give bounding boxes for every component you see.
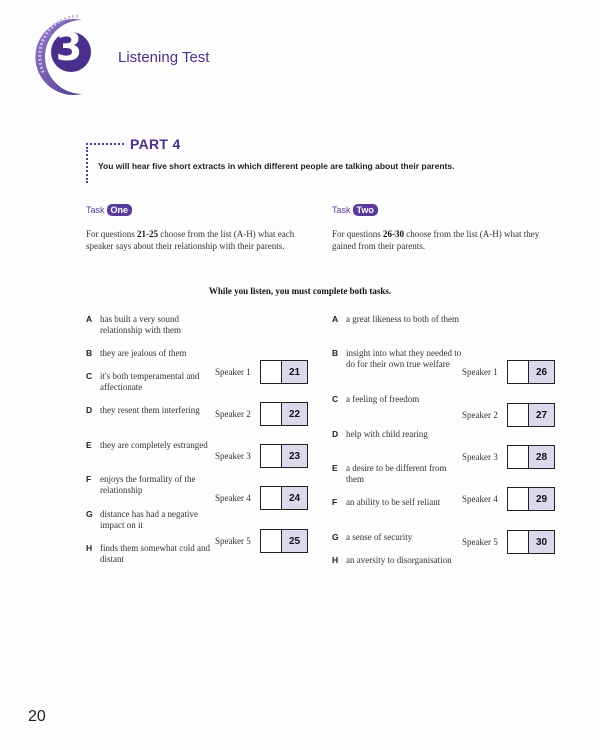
task-two-speaker-4 xyxy=(462,487,555,511)
option-letter: G xyxy=(86,509,93,519)
option-text: distance has had a negative impact on it xyxy=(100,509,198,530)
option-text: insight into what they needed to do for their own true welfare xyxy=(346,348,462,369)
speaker-label: Speaker 4 xyxy=(215,493,251,503)
option-text: a desire to be different from them xyxy=(346,463,447,484)
task-one-option-e xyxy=(86,440,216,451)
option-letter: D xyxy=(86,405,93,415)
task-two-option-f xyxy=(332,497,462,508)
option-text: finds them somewhat cold and distant xyxy=(100,543,210,564)
speaker-label: Speaker 5 xyxy=(215,536,251,546)
task-two-option-h xyxy=(332,555,462,566)
option-letter: C xyxy=(332,394,339,404)
task-two-option-b xyxy=(332,348,462,370)
part-title: PART 4 xyxy=(130,136,181,152)
task-two-option-d xyxy=(332,429,462,440)
task-one-option-f xyxy=(86,474,216,496)
option-letter: D xyxy=(332,429,339,439)
option-letter: H xyxy=(86,543,93,553)
question-number: 24 xyxy=(282,487,307,509)
speaker-label: Speaker 3 xyxy=(215,451,251,461)
option-letter: F xyxy=(332,497,338,507)
part-dotted-rule xyxy=(86,143,124,145)
answer-blank[interactable] xyxy=(261,361,282,383)
option-letter: E xyxy=(86,440,92,450)
both-tasks-note: While you listen, you must complete both tasks. xyxy=(208,286,392,296)
question-number: 28 xyxy=(529,446,554,468)
question-number: 22 xyxy=(282,403,307,425)
option-letter: A xyxy=(86,314,93,324)
option-text: enjoys the formality of the relationship xyxy=(100,474,196,495)
question-number: 27 xyxy=(529,404,554,426)
task-two-label-prefix: Task xyxy=(332,205,351,215)
option-letter: H xyxy=(332,555,339,565)
task-two-speaker-5 xyxy=(462,530,555,554)
answer-box[interactable] xyxy=(260,486,308,510)
option-text: has built a very sound relationship with them xyxy=(100,314,181,335)
question-number: 30 xyxy=(529,531,554,553)
task-one-label-pill: One xyxy=(107,204,133,216)
task-one-option-h xyxy=(86,543,216,565)
task-one-label xyxy=(86,204,132,216)
option-letter: F xyxy=(86,474,92,484)
option-text: a sense of security xyxy=(346,532,413,542)
question-number: 25 xyxy=(282,530,307,552)
task-two-speaker-1 xyxy=(462,360,555,384)
speaker-label: Speaker 5 xyxy=(462,537,498,547)
task-two-option-g xyxy=(332,532,462,543)
answer-box[interactable] xyxy=(507,360,555,384)
task-one-option-d xyxy=(86,405,216,416)
task-one-instr-pre: For questions xyxy=(86,229,138,239)
unit-number: 3 xyxy=(55,25,83,69)
option-text: they are jealous of them xyxy=(100,348,187,358)
question-number: 29 xyxy=(529,488,554,510)
option-letter: A xyxy=(332,314,339,324)
question-number: 26 xyxy=(529,361,554,383)
task-two-instructions xyxy=(332,228,554,252)
task-one-speaker-3 xyxy=(215,444,308,468)
answer-box[interactable] xyxy=(507,403,555,427)
answer-box[interactable] xyxy=(507,445,555,469)
answer-box[interactable] xyxy=(507,487,555,511)
speaker-label: Speaker 3 xyxy=(462,452,498,462)
task-two-instr-range: 26-30 xyxy=(383,229,405,239)
option-letter: G xyxy=(332,532,339,542)
answer-box[interactable] xyxy=(507,530,555,554)
answer-box[interactable] xyxy=(260,444,308,468)
question-number: 21 xyxy=(282,361,307,383)
option-text: they are completely estranged xyxy=(100,440,208,450)
speaker-label: Speaker 1 xyxy=(462,367,498,377)
option-letter: B xyxy=(86,348,93,358)
option-letter: B xyxy=(332,348,339,358)
answer-blank[interactable] xyxy=(508,531,529,553)
task-one-speaker-5 xyxy=(215,529,308,553)
answer-blank[interactable] xyxy=(261,487,282,509)
answer-blank[interactable] xyxy=(261,403,282,425)
task-one-speaker-4 xyxy=(215,486,308,510)
page-number: 20 xyxy=(28,708,46,725)
answer-blank[interactable] xyxy=(261,445,282,467)
answer-blank[interactable] xyxy=(508,488,529,510)
question-number: 23 xyxy=(282,445,307,467)
task-two-label xyxy=(332,204,378,216)
task-one-option-c xyxy=(86,371,216,393)
part-dotted-vertical-rule xyxy=(86,147,88,183)
option-letter: E xyxy=(332,463,338,473)
task-two-label-pill: Two xyxy=(353,204,378,216)
option-text: a great likeness to both of them xyxy=(346,314,459,324)
task-one-instr-range: 21-25 xyxy=(137,229,159,239)
task-one-speaker-2 xyxy=(215,402,308,426)
task-two-option-a xyxy=(332,314,462,325)
speaker-label: Speaker 2 xyxy=(462,410,498,420)
task-one-speaker-1 xyxy=(215,360,308,384)
answer-box[interactable] xyxy=(260,402,308,426)
part-intro: You will hear five short extracts in which different people are talking about their parents. xyxy=(98,161,455,171)
answer-box[interactable] xyxy=(260,360,308,384)
option-text: they resent them interfering xyxy=(100,405,200,415)
task-two-speaker-2 xyxy=(462,403,555,427)
answer-box[interactable] xyxy=(260,529,308,553)
task-one-instructions xyxy=(86,228,308,252)
task-one-option-g xyxy=(86,509,216,531)
answer-blank[interactable] xyxy=(261,530,282,552)
option-text: a feeling of freedom xyxy=(346,394,420,404)
task-two-speaker-3 xyxy=(462,445,555,469)
speaker-label: Speaker 2 xyxy=(215,409,251,419)
speaker-label: Speaker 4 xyxy=(462,494,498,504)
option-text: it's both temperamental and affectionate xyxy=(100,371,200,392)
task-two-instr-pre: For questions xyxy=(332,229,384,239)
answer-blank[interactable] xyxy=(508,361,529,383)
option-text: an ability to be self reliant xyxy=(346,497,441,507)
task-two-instr-post: choose from the list (A-H) what they gained from their parents. xyxy=(332,229,540,251)
task-one-option-b xyxy=(86,348,216,359)
option-text: help with child rearing xyxy=(346,429,428,439)
task-two-option-c xyxy=(332,394,462,405)
task-one-label-prefix: Task xyxy=(86,205,105,215)
answer-blank[interactable] xyxy=(508,404,529,426)
task-two-option-e xyxy=(332,463,462,485)
section-title: Listening Test xyxy=(118,49,210,66)
option-text: an aversity to disorganisation xyxy=(346,555,452,565)
speaker-label: Speaker 1 xyxy=(215,367,251,377)
task-one-option-a xyxy=(86,314,216,336)
answer-blank[interactable] xyxy=(508,446,529,468)
option-letter: C xyxy=(86,371,93,381)
task-one-instr-post: choose from the list (A-H) what each speaker says about their relationship with their parents. xyxy=(86,229,295,251)
